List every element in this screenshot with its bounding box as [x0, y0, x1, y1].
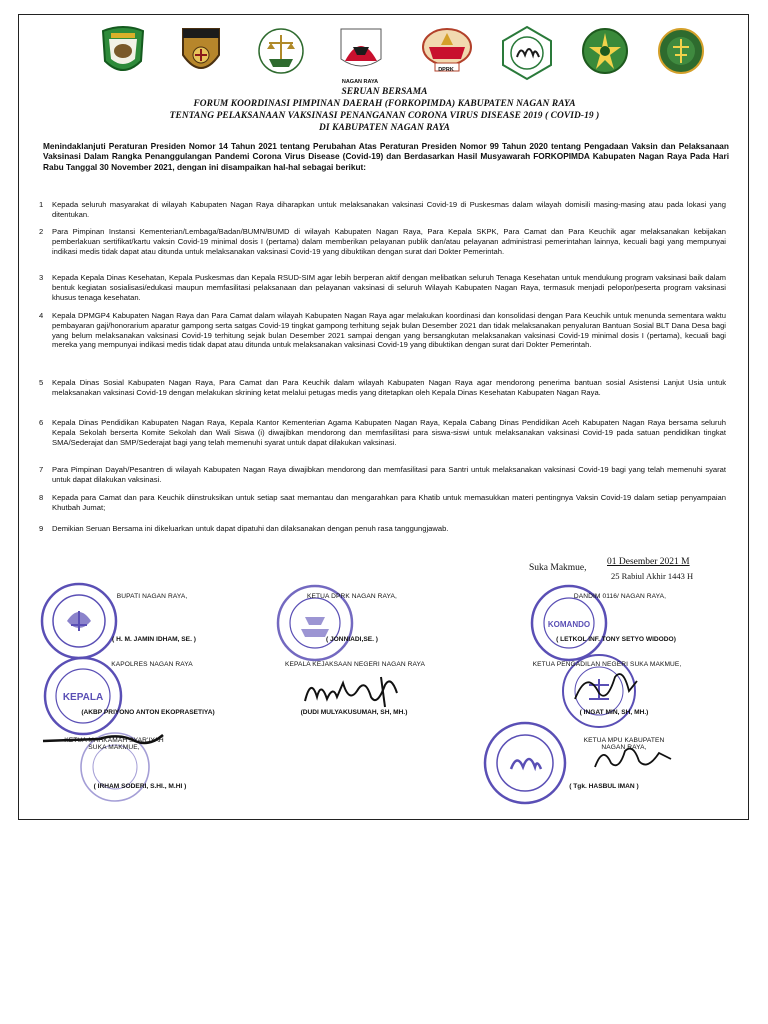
item-number: 4 [39, 311, 44, 320]
signature-pn-icon [567, 663, 647, 707]
date-hijri: 25 Rabiul Akhir 1443 H [611, 571, 694, 581]
item-text: Para Pimpinan Dayah/Pesantren di wilayah Kabupaten Nagan Raya diwajibkan mendorong dan memfasilitasi para Santri untuk melaksanakan vaksinasi Covid-19 bagi yang telah memenuhi syarat untuk dapat dilakukan vaksinasi. [52, 465, 726, 484]
kejaksaan-emblem-icon [255, 25, 307, 81]
item-number: 9 [39, 524, 44, 533]
item-text: Kepala DPMGP4 Kabupaten Nagan Raya dan Para Camat dalam wilayah Kabupaten Nagan Raya agar melakukan koordinasi dan konsolidasi dengan Para Keuchik untuk menunda sementara waktu pembayaran gaji/honorarium aparatur gampong serta satgas Covid-19 tingkat gampong terhitung sejak bulan Desember 2021 dan tidak melaksanakan penyaluran Bantuan Sosial BLT Dana Desa bagi yang belum melaksanakan vaksinasi Covid-19 terhitung sejak bulan Desember 2021 sampai dengan yang bersangkutan melaksanakan vaksinasi Covid-19 minimal dosis I (pertama), kecuali bagi mereka yang mempunyai indikasi medis tidak dapat atau ditunda untuk melaksanakan vaksinasi Covid-19 yang dibuktikan dengan surat dari Dokter Pemerintah. [52, 311, 726, 350]
signatory-name: ( JONNIADI,SE. ) [325, 636, 379, 643]
signatory-name: (AKBP PRIYONO ANTON EKOPRASETIYA) [81, 709, 215, 716]
item-text: Kepala Dinas Pendidikan Kabupaten Nagan Raya, Kepala Kantor Kementerian Agama Kabupaten Nagan Raya, Kepala Cabang Dinas Pendidikan Aceh Kabupaten Nagan Raya bersama seluruh Kepala Sekolah berserta Komite Sekolah dan Wali Siswa (i) diwajibkan mendorong dan memfasilitasi para siswa-siswi untuk melaksanakan vaksinasi Covid-19 pada satuan pendidikan tingkat SMA/Sederajat dan SMP/Sederajat bagi yang telah memenuhi syarat untuk dapat dilakukan vaksinasi. [52, 418, 726, 447]
heading-line-4: DI KABUPATEN NAGAN RAYA [319, 123, 450, 133]
signatory-title: KETUA MAHKAMAH SYAR'IYAH SUKA MAKMUE, [64, 737, 164, 751]
item-text: Demikian Seruan Bersama ini dikeluarkan untuk dapat dipatuhi dan dilaksanakan dengan penuh rasa tanggungjawab. [52, 524, 449, 533]
svg-text:KOMANDO: KOMANDO [547, 620, 591, 629]
item-number: 5 [39, 378, 44, 387]
signatory-name: ( INGAT MIN, SH, MH.) [579, 709, 649, 716]
logo-row [83, 25, 683, 93]
mpu-stamp-icon [481, 719, 569, 812]
signatory-name: ( H. M. JAMIN IDHAM, SE. ) [112, 636, 196, 643]
kabupaten-nagan-raya-emblem-icon [97, 25, 149, 81]
item-text: Para Pimpinan Instansi Kementerian/Lembaga/Badan/BUMN/BUMD di wilayah Kabupaten Nagan Raya, Para Kepala SKPK, Para Camat dan Para Keuchik agar melaksanakan kebijakan pemberlakuan sertifikat/kartu vaksin Covid-19 minimal dosis I (pertama) dalam memberikan pelayanan publik dan/atau pelayanan administrasi pemerintahan lainnya, kecuali bagi yang mempunyai indikasi medis tidak dapat atau ditunda untuk melaksanakan vaksinasi Covid-19 yang dibuktikan dengan surat dari Dokter Pemerintah. [52, 227, 726, 256]
logo-caption: NAGAN RAYA [341, 79, 379, 85]
item-number: 8 [39, 493, 44, 502]
date-gregorian: 01 Desember 2021 M [607, 557, 690, 567]
signatory-name: ( IRHAM SODERI, S.HI., M.HI ) [93, 783, 187, 790]
item-text: Kepada seluruh masyarakat di wilayah Kabupaten Nagan Raya diharapkan untuk melaksanakan vaksinasi Covid-19 di Puskesmas dalam wilayah domisili masing-masing atau pada lokasi yang ditentukan. [52, 200, 726, 219]
item-text: Kepada para Camat dan para Keuchik diinstruksikan untuk setiap saat memantau dan mengarahkan para Khatib untuk memasukkan materi pentingnya Vaksin Covid-19 dalam setiap penyampaian Khutbah Jumat; [52, 493, 726, 512]
item-number: 7 [39, 465, 44, 474]
heading-line-1: SERUAN BERSAMA [341, 87, 428, 97]
place-label: Suka Makmue, [529, 563, 587, 573]
dprk-emblem-icon [419, 25, 471, 81]
signature-kajari-icon [299, 667, 409, 711]
signatory-title: KEPALA KEJAKSAAN NEGERI NAGAN RAYA [284, 661, 426, 668]
mahkamah-syariyah-emblem-icon [655, 25, 707, 81]
item-number: 1 [39, 200, 44, 209]
signatory-title: KAPOLRES NAGAN RAYA [111, 661, 193, 668]
item-text: Kepala Dinas Sosial Kabupaten Nagan Raya, Para Camat dan Para Keuchik dalam wilayah Kabupaten Nagan Raya agar mendorong penerima bantuan sosial Asistensi Lanjut Usia untuk melaksanakan vaksinasi Covid-19 dengan melakukan skrining ketat melalui petugas medis yang ditetapkan oleh Kepala Dinas Kesehatan Kabupaten Nagan Raya. [52, 378, 726, 397]
signatory-name: ( Tgk. HASBUL IMAN ) [569, 783, 639, 790]
heading-line-2: FORUM KOORDINASI PIMPINAN DAERAH (FORKOPIMDA) KABUPATEN NAGAN RAYA [193, 99, 576, 109]
signatory-title: BUPATI NAGAN RAYA, [116, 593, 188, 600]
document-page [18, 14, 749, 820]
item-number: 2 [39, 227, 44, 236]
signatory-title: KETUA MPU KABUPATEN NAGAN RAYA, [583, 737, 665, 751]
polisi-aceh-emblem-icon [175, 25, 227, 81]
item-text: Kepada Kepala Dinas Kesehatan, Kepala Puskesmas dan Kepala RSUD-SIM agar lebih berperan aktif dengan melibatkan seluruh Tenaga Kesehatan untuk mendukung program vaksinasi baik dalam bentuk kegiatan sosialisasi/edukasi maupun memfasilitasi pelaksanaan dan pelayanan vaksinasi di seluruh Wilayah Kabupaten Nagan Raya, termasuk menjadi pelopor/peserta program vaksinasi khusus tenaga kesehatan. [52, 273, 726, 302]
signatory-name: ( LETKOL INF. TONY SETYO WIDODO) [556, 636, 676, 643]
kodim-nagan-raya-emblem-icon [335, 25, 387, 85]
item-number: 6 [39, 418, 44, 427]
signatory-title: KETUA DPRK NAGAN RAYA, [307, 593, 397, 600]
signatory-name: (DUDI MULYAKUSUMAH, SH, MH.) [300, 709, 408, 716]
item-number: 3 [39, 273, 44, 282]
signatory-title: DANDIM 0116/ NAGAN RAYA, [573, 593, 667, 600]
kementerian-agama-emblem-icon [579, 25, 631, 81]
svg-text:KEPALA: KEPALA [62, 692, 104, 703]
heading-line-3: TENTANG PELAKSANAAN VAKSINASI PENANGANAN CORONA VIRUS DISEASE 2019 ( COVID-19 ) [169, 111, 600, 121]
signatory-title: KETUA PENGADILAN NEGERI SUKA MAKMUE, [532, 661, 682, 668]
logo-caption: DPRK [438, 67, 454, 73]
mpu-emblem-icon [501, 25, 553, 81]
intro-paragraph: Menindaklanjuti Peraturan Presiden Nomor 14 Tahun 2021 tentang Perubahan Atas Peraturan Presiden Nomor 99 Tahun 2020 tentang Pengadaan Vaksin dan Pelaksanaan Vaksinasi Dalam Rangka Penanggulangan Pandemi Corona Virus Disease (Covid-19) dan Berdasarkan Hasil Musyawarah FORKOPIMDA Kabupaten Nagan Raya Pada Hari Rabu Tanggal 30 November 2021, dengan ini disampaikan hal-hal sebagai berikut: [43, 141, 729, 172]
